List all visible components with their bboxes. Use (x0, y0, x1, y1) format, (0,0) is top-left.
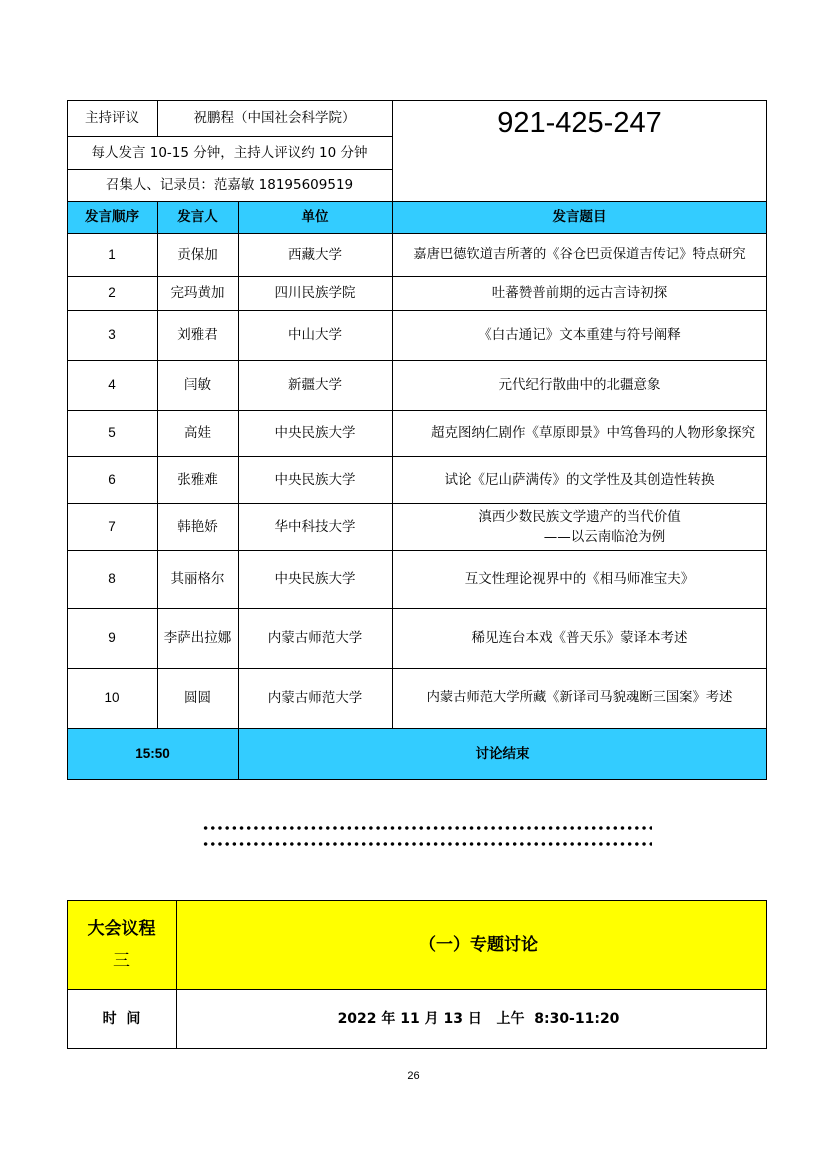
row-topic-cell (392, 503, 767, 550)
time-value: 2022 年 11 月 13 日 上午 8:30-11:20 (337, 1011, 620, 1027)
row-unit: 内蒙古师范大学 (267, 690, 363, 706)
row-order: 8 (108, 571, 116, 586)
row-speaker: 韩艳娇 (177, 518, 218, 535)
convener: 召集人、记录员：范嘉敏 18195609519 (105, 177, 354, 193)
row-order: 3 (108, 327, 116, 342)
row-speaker: 高娃 (184, 425, 211, 441)
row-unit: 内蒙古师范大学 (267, 630, 363, 646)
meeting-id: 921-425-247 (497, 107, 662, 139)
row-order: 2 (108, 285, 116, 300)
row-unit: 西藏大学 (288, 246, 342, 263)
session-title: （一）专题讨论 (419, 934, 538, 955)
row-topic: 吐蕃赞普前期的远古言诗初探 (491, 285, 668, 301)
row-order: 5 (108, 425, 116, 440)
row-unit: 中山大学 (288, 327, 342, 343)
row-topic: 互文性理论视界中的《相马师准宝夫》 (464, 571, 695, 587)
row-topic: 滇西少数民族文学遗产的当代价值 (478, 508, 681, 525)
row-topic: 内蒙古师范大学所藏《新译司马貌魂断三国案》考述 (426, 690, 733, 705)
row-order: 10 (104, 690, 120, 705)
row-topic: 元代纪行散曲中的北疆意象 (498, 377, 661, 393)
dotted-separator-top (202, 825, 652, 831)
time-note: 每人发言 10-15 分钟，主持人评议约 10 分钟 (91, 144, 368, 161)
dotted-separator-bottom (202, 841, 652, 847)
row-order: 9 (108, 630, 116, 645)
header-unit: 单位 (301, 209, 329, 225)
row-speaker: 完玛黄加 (170, 285, 225, 301)
row-unit: 新疆大学 (288, 377, 342, 393)
row-topic: 嘉唐巴德钦道吉所著的《谷仓巴贡保道吉传记》特点研究 (413, 246, 746, 262)
row-speaker: 刘雅君 (177, 327, 218, 343)
row-topic: 稀见连台本戏《普天乐》蒙译本考述 (471, 630, 688, 646)
session-label-cell (67, 900, 176, 989)
session-table (67, 900, 767, 1049)
row-topic: 超克图纳仁剧作《草原即景》中笃鲁玛的人物形象探究 (431, 425, 755, 441)
row-speaker: 其丽格尔 (170, 571, 225, 587)
row-order: 4 (108, 377, 116, 392)
session-label-number: 三 (113, 950, 130, 971)
time-label: 时 间 (102, 1011, 141, 1027)
header-speaker: 发言人 (177, 209, 218, 225)
end-time: 15:50 (135, 745, 170, 761)
row-order: 7 (108, 518, 116, 534)
row-unit: 中央民族大学 (274, 425, 356, 441)
row-speaker: 贡保加 (177, 246, 218, 263)
row-unit: 中央民族大学 (274, 571, 356, 587)
row-topic-subtitle: ——以云南临沧为例 (543, 528, 666, 545)
row-speaker: 张雅难 (177, 471, 218, 488)
row-speaker: 李萨出拉娜 (163, 630, 232, 646)
end-label: 讨论结束 (475, 745, 530, 762)
row-unit: 华中科技大学 (274, 518, 356, 535)
row-topic: 试论《尼山萨满传》的文学性及其创造性转换 (444, 471, 715, 488)
host-name: 祝鹏程（中国社会科学院） (193, 110, 356, 126)
row-speaker: 圆圆 (184, 690, 211, 706)
schedule-table (67, 100, 767, 780)
header-topic: 发言题目 (552, 209, 607, 225)
row-order: 1 (108, 246, 116, 262)
page-number: 26 (407, 1070, 420, 1082)
row-speaker: 闫敏 (184, 377, 211, 393)
host-label: 主持评议 (85, 110, 139, 126)
header-order: 发言顺序 (85, 209, 139, 225)
row-unit: 四川民族学院 (274, 285, 356, 301)
row-topic: 《白古通记》文本重建与符号阐释 (478, 327, 681, 343)
row-order: 6 (108, 471, 116, 487)
session-label: 大会议程 (87, 918, 156, 939)
row-unit: 中央民族大学 (274, 471, 356, 488)
